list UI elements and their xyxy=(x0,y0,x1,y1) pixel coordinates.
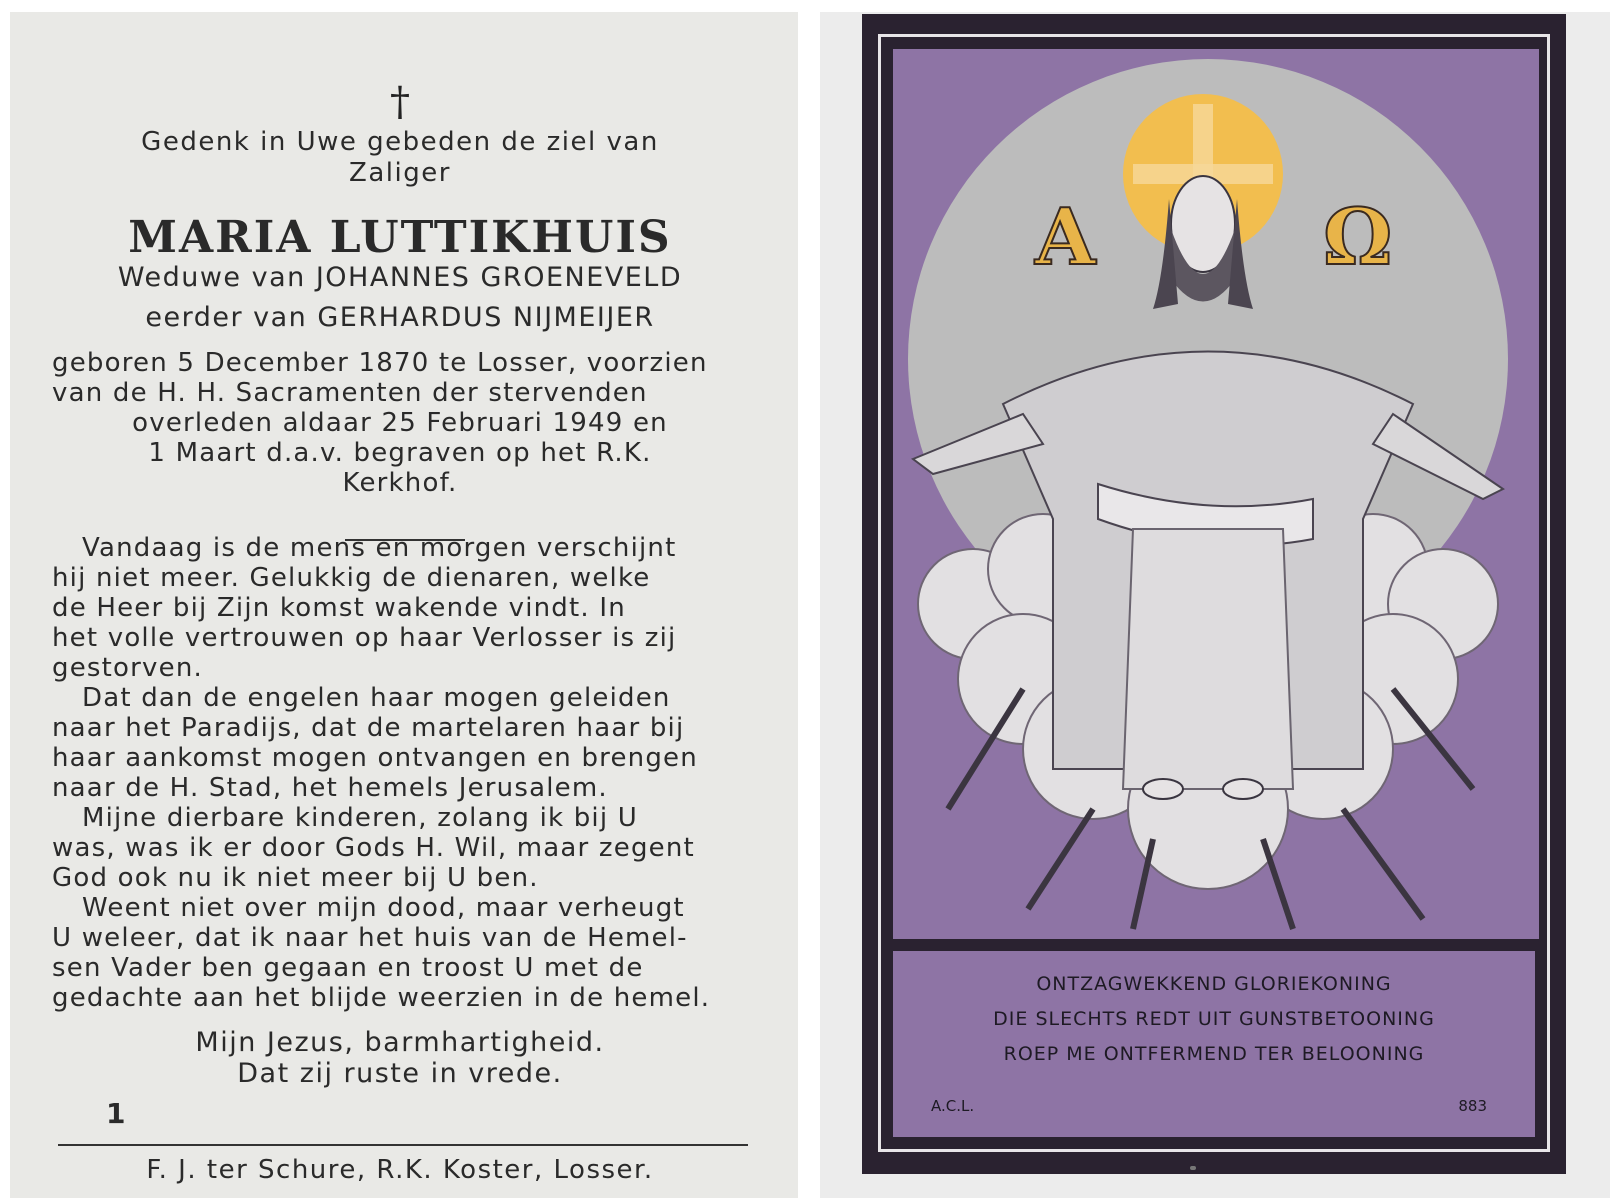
deceased-name: MARIA LUTTIKHUIS xyxy=(128,212,672,263)
text-line: Mijne dierbare kinderen, zolang ik bij U xyxy=(82,803,638,833)
page-number: 1 xyxy=(106,1097,126,1130)
christ-in-glory-illustration xyxy=(891,47,1541,941)
verse-line: ONTZAGWEKKEND GLORIEKONING xyxy=(1036,973,1392,995)
text-line: gestorven. xyxy=(52,653,203,683)
text-line: Weent niet over mijn dood, maar verheugt xyxy=(82,893,685,923)
divider xyxy=(58,1144,748,1146)
publisher-mark: A.C.L. xyxy=(931,1097,975,1115)
closing-blessing: Dat zij ruste in vrede. xyxy=(237,1058,563,1089)
text-line: het volle vertrouwen op haar Verlosser is zij xyxy=(52,623,677,653)
text-line: haar aankomst mogen ontvangen en brengen xyxy=(52,743,698,773)
cross-icon: † xyxy=(390,79,410,125)
text-line: God ook nu ik niet meer bij U ben. xyxy=(52,863,539,893)
verse-line: ROEP ME ONTFERMEND TER BELOONING xyxy=(1003,1043,1425,1065)
text-line: naar de H. Stad, het hemels Jerusalem. xyxy=(52,773,608,803)
text-line: hij niet meer. Gelukkig de dienaren, welke xyxy=(52,563,651,593)
bio-line: van de H. H. Sacramenten der stervenden xyxy=(52,378,648,408)
text-line: gedachte aan het blijde weerzien in de hemel. xyxy=(52,983,711,1013)
memorial-card-text-side xyxy=(10,12,798,1198)
intro-line: Gedenk in Uwe gebeden de ziel van xyxy=(141,127,659,157)
text-line: sen Vader ben gegaan en troost U met de xyxy=(52,953,644,983)
card-number: 883 xyxy=(1458,1097,1487,1115)
inner-frame xyxy=(878,34,1550,1152)
text-line: Dat dan de engelen haar mogen geleiden xyxy=(82,683,671,713)
illustration-svg xyxy=(893,49,1539,939)
bio-line: overleden aldaar 25 Februari 1949 en xyxy=(132,408,668,438)
printer-credit: F. J. ter Schure, R.K. Koster, Losser. xyxy=(146,1155,654,1185)
omega-symbol: Ω xyxy=(1323,192,1393,283)
verse-panel xyxy=(891,949,1537,1139)
memorial-card-image-side xyxy=(820,12,1610,1198)
text-line: U weleer, dat ik naar het huis van de Hemel- xyxy=(52,923,688,953)
bio-line: Kerkhof. xyxy=(342,468,458,498)
text-line: was, was ik er door Gods H. Wil, maar zegent xyxy=(52,833,695,863)
print-mark xyxy=(1190,1166,1196,1170)
alpha-symbol: A xyxy=(1035,192,1096,283)
text-line: Vandaag is de mens en morgen verschijnt xyxy=(82,533,677,563)
widow-line: Weduwe van JOHANNES GROENEVELD xyxy=(117,262,683,293)
former-spouse-line: eerder van GERHARDUS NIJMEIJER xyxy=(145,302,655,333)
bio-line: geboren 5 December 1870 te Losser, voorzien xyxy=(52,348,708,378)
text-line: de Heer bij Zijn komst wakende vindt. In xyxy=(52,593,626,623)
verse-line: DIE SLECHTS REDT UIT GUNSTBETOONING xyxy=(993,1008,1435,1030)
closing-prayer: Mijn Jezus, barmhartigheid. xyxy=(195,1027,605,1058)
title-word: Zaliger xyxy=(349,158,451,188)
text-line: naar het Paradijs, dat de martelaren haar bij xyxy=(52,713,685,743)
black-border-frame xyxy=(862,14,1566,1174)
bio-line: 1 Maart d.a.v. begraven op het R.K. xyxy=(148,438,652,468)
